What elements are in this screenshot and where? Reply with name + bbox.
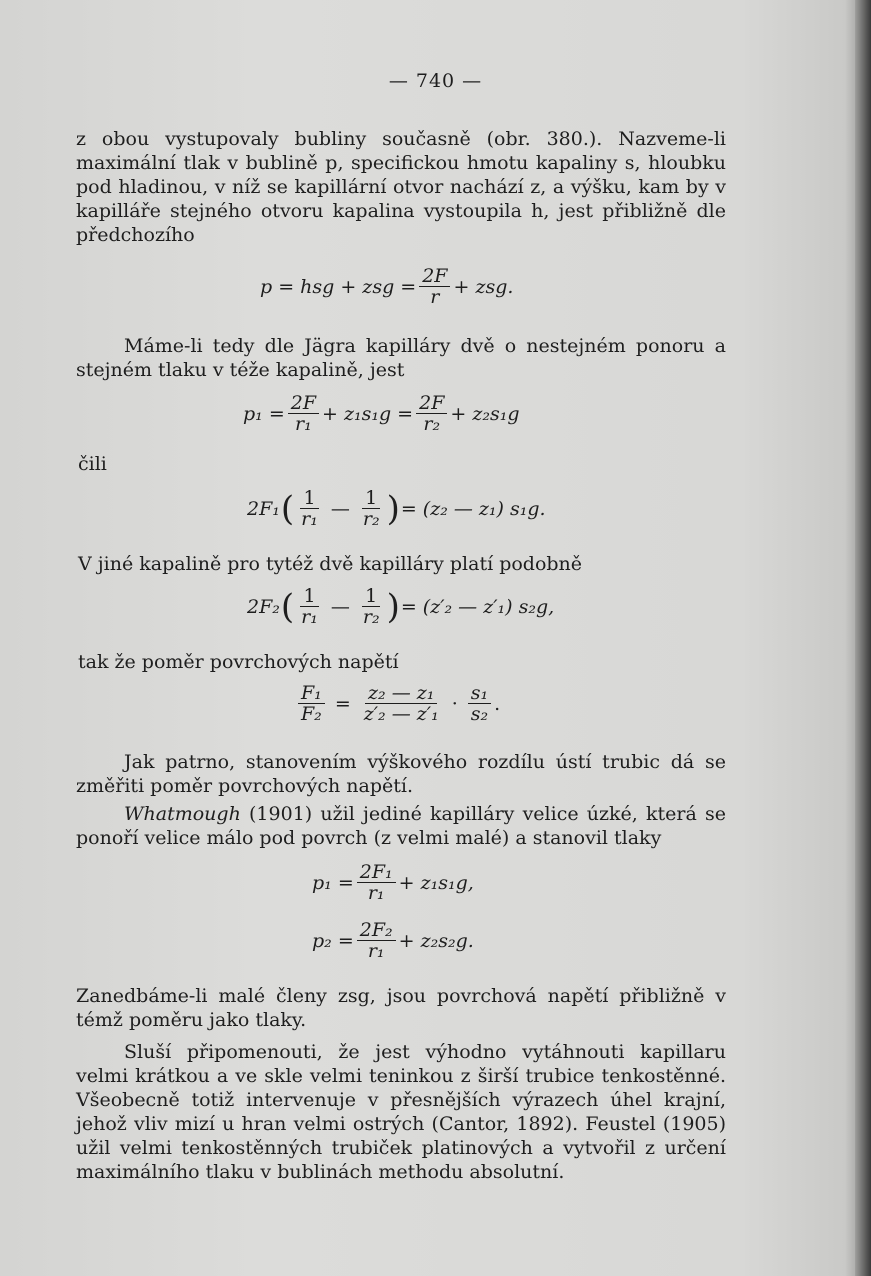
eq5-f1-num: F₁: [298, 683, 325, 704]
eq4-lhs: 2F₂: [247, 595, 280, 618]
paragraph-5: Jak patrno, stanovením výškového rozdílu ústí trubic dá se změřiti poměr povrchových napětí.: [76, 751, 726, 797]
eq6-num: 2F₁: [357, 862, 396, 883]
paragraph-2: Máme-li tedy dle Jägra kapilláry dvě o nestejném ponoru a stejném tlaku v téže kapalině, jest: [76, 335, 726, 381]
equation-7: [312, 920, 474, 961]
eq5-f3-den: s₂: [470, 703, 489, 725]
eq5-f2-den: z′₂ — z′₁: [363, 703, 439, 725]
eq2-mid: + z₁s₁g =: [322, 402, 414, 425]
eq3-f1-num: 1: [300, 488, 318, 509]
eq6-den: r₁: [367, 882, 385, 904]
paragraph-7: Zanedbáme-li malé členy zsg, jsou povrchová napětí přibližně v témž poměru jako tlaky.: [76, 985, 726, 1031]
paragraph-6-text: (1901) užil jediné kapilláry velice úzké, která se ponoří velice málo pod povrch (z velmi malé) a stanovil tlaky: [76, 803, 726, 849]
eq2-rhs: + z₂s₁g: [450, 402, 520, 425]
equation-3: [247, 488, 546, 529]
eq5-fraction-3: [468, 683, 491, 724]
eq2-f2-den: r₂: [423, 413, 441, 435]
eq3-f2-den: r₂: [362, 508, 380, 530]
eq5-f1-den: F₂: [301, 703, 322, 725]
eq2-f2-num: 2F: [416, 393, 447, 414]
equation-6: [312, 862, 474, 903]
eq4-f1-num: 1: [300, 586, 318, 607]
equation-5: [295, 683, 500, 724]
eq7-fraction: [357, 920, 396, 961]
word-cili: čili: [78, 453, 107, 475]
eq4-f2-num: 1: [362, 586, 380, 607]
eq2-f1-den: r₁: [295, 413, 312, 435]
paragraph-4: tak že poměr povrchových napětí: [78, 651, 399, 673]
eq3-minus: —: [330, 497, 350, 520]
eq2-f1-num: 2F: [288, 393, 319, 414]
eq7-num: 2F₂: [357, 920, 396, 941]
eq4-open-paren: (: [280, 586, 295, 627]
eq2-fraction-2: [416, 393, 447, 434]
eq7-lhs: p₂ =: [312, 929, 354, 952]
eq6-lhs: p₁ =: [312, 871, 354, 894]
equation-2: [243, 393, 520, 434]
author-whatmough: Whatmough: [124, 803, 241, 825]
eq3-open-paren: (: [280, 488, 295, 529]
eq3-f2-num: 1: [362, 488, 380, 509]
eq3-fraction-1: [298, 488, 321, 529]
equation-1: [260, 266, 513, 307]
eq4-fraction-2: [360, 586, 383, 627]
eq1-lhs: p = hsg + zsg =: [260, 275, 417, 298]
paragraph-3: V jiné kapalině pro tytéž dvě kapilláry platí podobně: [78, 553, 583, 575]
eq3-rhs: = (z₂ — z₁) s₁g.: [400, 497, 546, 520]
paragraph-8: Sluší připomenouti, že jest výhodno vytáhnouti kapillaru velmi krátkou a ve skle velmi teninkou z širší trubice tenkostěnné. Všeobecně totiž intervenuje v přesnějších výrazech úhel krajní, jehož vliv mizí u hran velmi ostrých (Cantor, 1892). Feustel (1905) užil velmi tenkostěnných trubiček platinových a vytvořil z určení maximálního tlaku v bublinách methodu absolutní.: [76, 1041, 726, 1183]
eq4-close-paren: ): [386, 586, 400, 627]
eq1-rhs: + zsg.: [453, 275, 514, 298]
eq6-fraction: [357, 862, 396, 903]
page-edge: [855, 0, 871, 1276]
eq7-den: r₁: [367, 940, 385, 962]
eq7-rhs: + z₂s₂g.: [398, 929, 474, 952]
eq5-period: .: [494, 692, 501, 715]
eq2-fraction-1: [288, 393, 319, 434]
eq6-rhs: + z₁s₁g,: [398, 871, 474, 894]
equation-4: [247, 586, 554, 627]
eq5-equals: =: [334, 692, 351, 715]
eq5-fraction-2: [361, 683, 442, 724]
eq5-f2-num: z₂ — z₁: [365, 683, 437, 704]
eq1-num: 2F: [419, 266, 450, 287]
eq2-lhs: p₁ =: [243, 402, 285, 425]
eq3-close-paren: ): [386, 488, 400, 529]
page-number: — 740 —: [388, 70, 483, 92]
paragraph-1: z obou vystupovaly bubliny současně (obr. 380.). Nazveme-li maximální tlak v bublině p, specifickou hmotu kapaliny s, hloubku pod hladinou, v níž se kapillární otvor nachází z, a výšku, kam by v kapilláře stejného otvoru kapalina vystoupila h, jest přibližně dle předchozího: [76, 128, 726, 246]
eq3-fraction-2: [360, 488, 383, 529]
eq4-f1-den: r₁: [301, 606, 318, 628]
eq4-rhs: = (z′₂ — z′₁) s₂g,: [400, 595, 555, 618]
eq5-dot: ·: [451, 692, 458, 715]
paragraph-6: [76, 802, 726, 850]
eq1-fraction: [419, 266, 450, 307]
eq5-fraction-1: [298, 683, 325, 724]
eq1-den: r: [430, 286, 440, 308]
eq4-minus: —: [330, 595, 350, 618]
eq3-lhs: 2F₁: [247, 497, 280, 520]
eq4-f2-den: r₂: [362, 606, 380, 628]
eq3-f1-den: r₁: [301, 508, 318, 530]
eq5-f3-num: s₁: [468, 683, 491, 704]
eq4-fraction-1: [298, 586, 321, 627]
